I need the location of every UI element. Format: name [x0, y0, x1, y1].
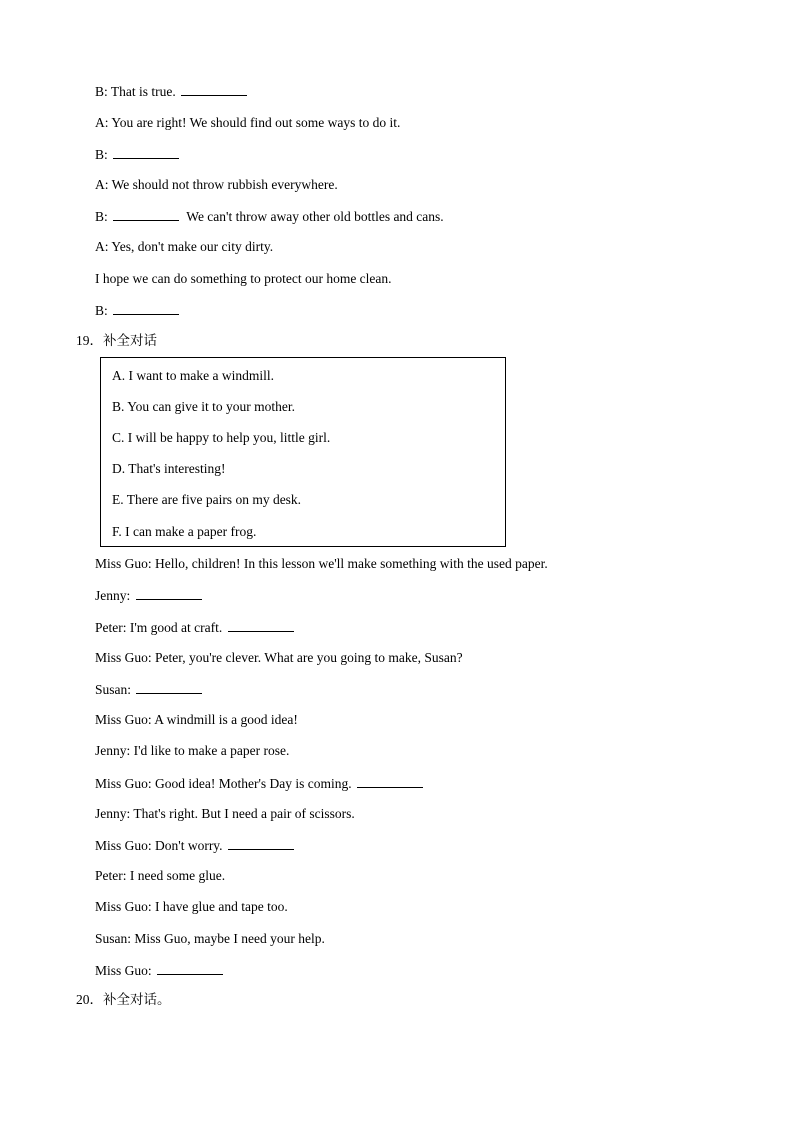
- dialogue-line: B:: [95, 146, 179, 163]
- dialogue-line: Miss Guo: Peter, you're clever. What are you going to make, Susan?: [95, 650, 463, 665]
- dialogue-line: Miss Guo: A windmill is a good idea!: [95, 712, 298, 727]
- question-heading: [76, 333, 157, 349]
- dialogue-line: B:: [95, 302, 179, 319]
- dialogue-line: B: That is true.: [95, 83, 247, 100]
- dialogue-line: Jenny: That's right. But I need a pair of scissors.: [95, 806, 355, 821]
- question-number: 19．: [76, 333, 103, 348]
- dialogue-line: Miss Guo: Hello, children! In this lesson we'll make something with the used paper.: [95, 556, 548, 571]
- dialogue-line: A: Yes, don't make our city dirty.: [95, 239, 274, 254]
- answer-blank[interactable]: [136, 587, 202, 600]
- dialogue-line: B: We can't throw away other old bottles and cans.: [95, 209, 444, 224]
- option-f: F. I can make a paper frog.: [112, 524, 257, 539]
- question-title: 补全对话。: [103, 992, 171, 1007]
- answer-blank[interactable]: [228, 619, 294, 632]
- dialogue-line: I hope we can do something to protect our home clean.: [95, 271, 392, 286]
- answer-blank[interactable]: [113, 302, 179, 315]
- question-heading: [76, 992, 171, 1008]
- option-b: B. You can give it to your mother.: [112, 399, 295, 414]
- options-box: [100, 357, 506, 547]
- option-d: D. That's interesting!: [112, 461, 226, 476]
- dialogue-line: Miss Guo: I have glue and tape too.: [95, 899, 288, 914]
- answer-blank[interactable]: [136, 681, 202, 694]
- answer-blank[interactable]: [113, 146, 179, 159]
- dialogue-line: Jenny: I'd like to make a paper rose.: [95, 743, 290, 758]
- dialogue-line: Susan: Miss Guo, maybe I need your help.: [95, 931, 325, 946]
- answer-blank[interactable]: [181, 83, 247, 96]
- answer-blank[interactable]: [228, 837, 294, 850]
- dialogue-line: Miss Guo:: [95, 962, 223, 979]
- answer-blank[interactable]: [157, 962, 223, 975]
- question-number: 20．: [76, 992, 103, 1007]
- dialogue-line: A: We should not throw rubbish everywhere.: [95, 177, 338, 192]
- question-title: 补全对话: [103, 333, 157, 348]
- dialogue-line: Susan:: [95, 681, 202, 698]
- dialogue-line: Peter: I'm good at craft.: [95, 619, 294, 636]
- option-a: A. I want to make a windmill.: [112, 368, 274, 383]
- option-e: E. There are five pairs on my desk.: [112, 492, 302, 507]
- dialogue-line: Jenny:: [95, 587, 202, 604]
- answer-blank[interactable]: [113, 208, 179, 221]
- dialogue-line: Miss Guo: Don't worry.: [95, 837, 294, 854]
- dialogue-line: Peter: I need some glue.: [95, 868, 226, 883]
- answer-blank[interactable]: [357, 775, 423, 788]
- dialogue-line: A: You are right! We should find out some ways to do it.: [95, 115, 401, 130]
- option-c: C. I will be happy to help you, little girl.: [112, 430, 331, 445]
- dialogue-line: Miss Guo: Good idea! Mother's Day is coming.: [95, 775, 423, 792]
